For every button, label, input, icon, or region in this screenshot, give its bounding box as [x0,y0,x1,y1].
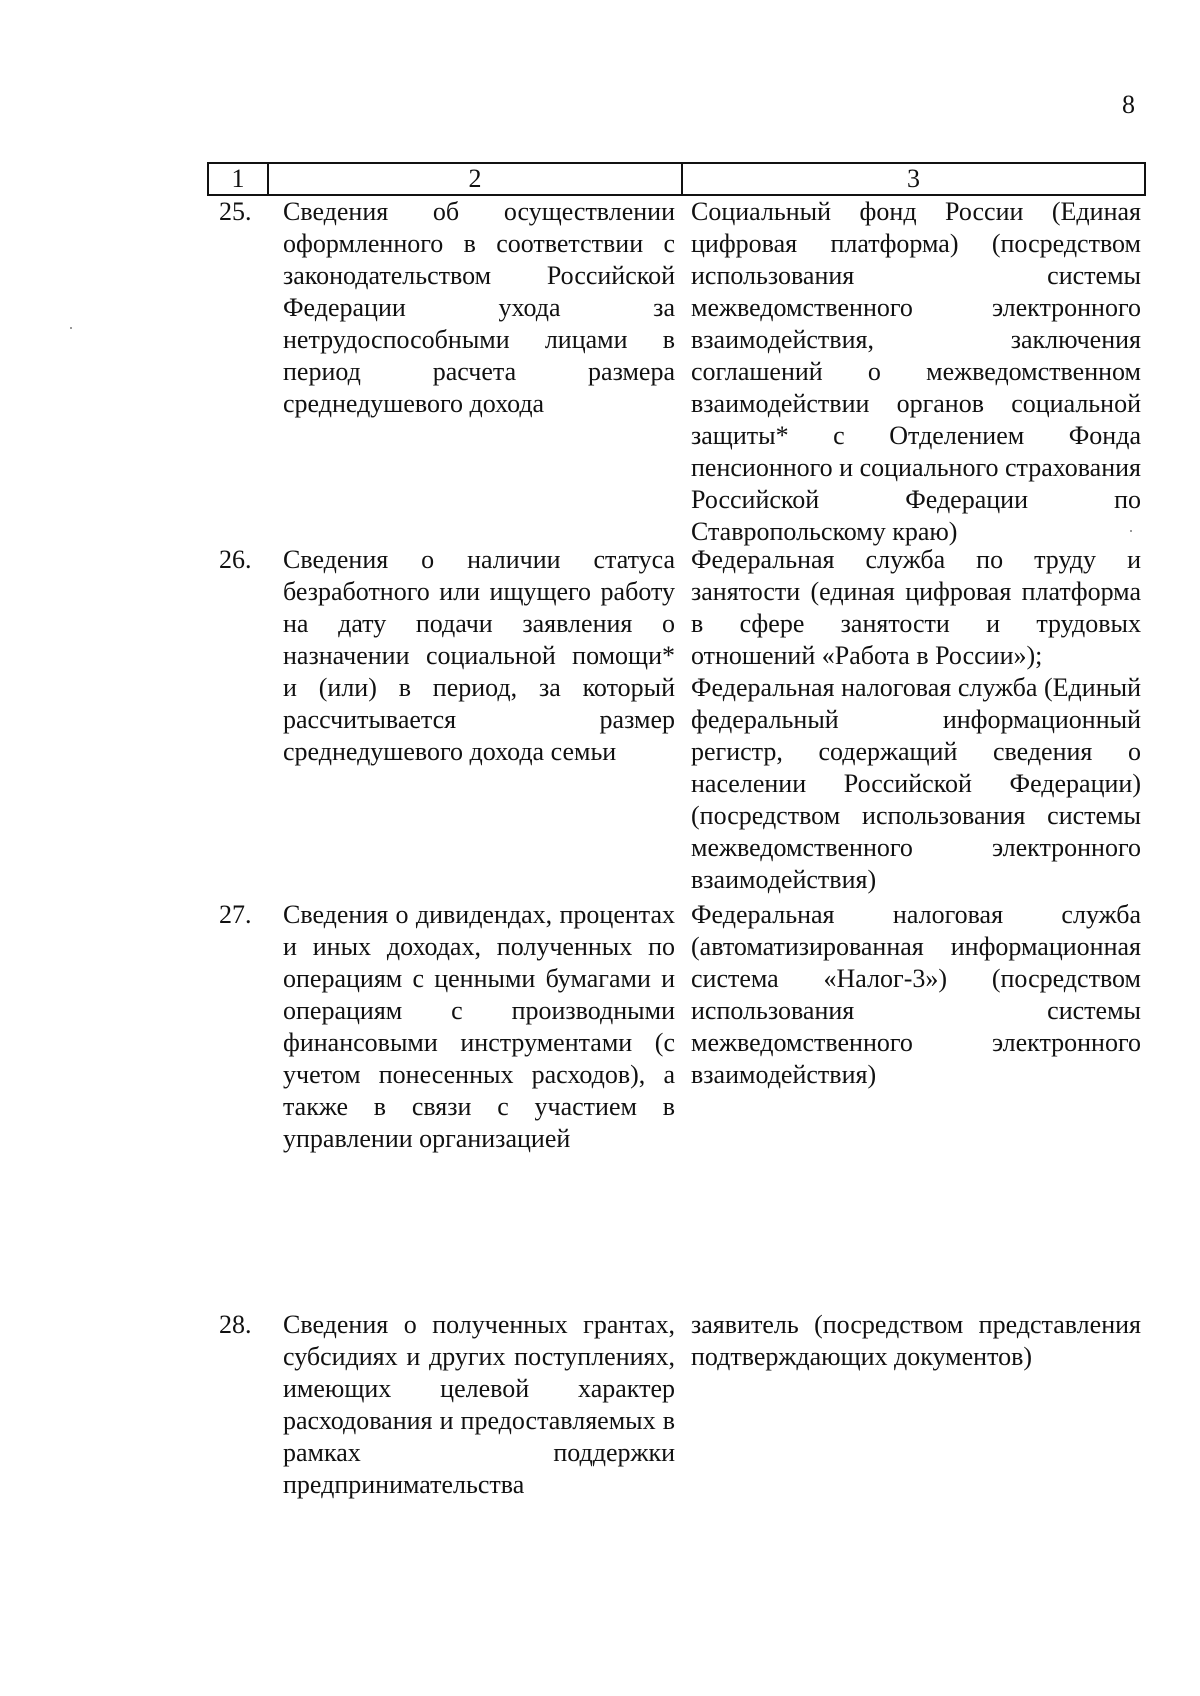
row-description-text: Сведения о наличии статуса безработного или ищущего работу на дату подачи заявления о назначении социальной помощи* и (или) в период, за который рассчитывается размер среднедушевого дохода семьи [283,545,675,766]
row-source [691,196,1141,548]
row-source [691,899,1141,1091]
scan-speck [70,327,72,329]
table-header-row [207,162,1146,196]
row-description [283,899,675,1155]
header-col-1: 1 [209,164,269,194]
row-source-text: заявитель (посредством представления подтверждающих документов) [691,1310,1141,1371]
row-source [691,1309,1141,1373]
row-description-text: Сведения о дивидендах, процентах и иных доходах, полученных по операциям с ценными бумагами и операциям с производными финансовыми инструментами (с учетом понесенных расходов), а также в связи с участием в управлении организацией [283,900,675,1153]
row-description [283,544,675,768]
row-description [283,196,675,420]
row-source [691,544,1141,896]
row-number: 25. [219,197,252,226]
row-source-text: Федеральная служба по труду и занятости (единая цифровая платформа в сфере занятости и трудовых отношений «Работа в России»); [691,545,1141,670]
scan-speck [1130,530,1132,532]
row-number: 26. [219,545,252,574]
row-source-text: Социальный фонд России (Единая цифровая платформа) (посредством использования системы межведомственного электронного взаимодействия, заключения соглашений о межведомственном взаимодействии органов социальной защиты* с Отделением Фонда пенсионного и социального страхования Российской Федерации по Ставропольскому краю) [691,197,1142,546]
row-description [283,1309,675,1501]
header-col-2: 2 [269,164,683,194]
row-description-text: Сведения о полученных грантах, субсидиях и других поступлениях, имеющих целевой характер расходования и предоставляемых в рамках поддержки предпринимательства [283,1310,675,1499]
row-number: 27. [219,900,252,929]
row-source-text: Федеральная налоговая служба (автоматизированная информационная система «Налог-3») (посредством использования системы межведомственного электронного взаимодействия) [691,900,1141,1089]
row-source-text: Федеральная налоговая служба (Единый федеральный информационный регистр, содержащий сведения о населении Российской Федерации) (посредством использования системы межведомственного электронного взаимодействия) [691,673,1141,894]
header-col-3: 3 [907,164,920,193]
page-number: 8 [1122,90,1135,119]
row-number: 28. [219,1310,252,1339]
row-description-text: Сведения об осуществлении оформленного в соответствии с законодательством Российской Федерации ухода за нетрудоспособными лицами в период расчета размера среднедушевого дохода [283,197,675,418]
